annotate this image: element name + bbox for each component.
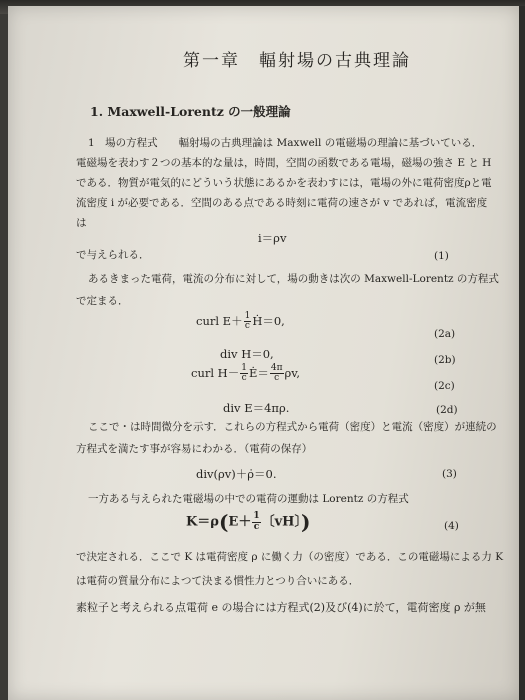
equation-number-2d: (2d) [436,404,458,416]
paragraph-line-5: は [76,217,87,229]
fraction-1-over-c [244,312,252,332]
paragraph-line-10: 方程式を満たす事が容易にわかる．（電荷の保存） [76,443,313,455]
fraction-numerator: 1 [241,363,247,373]
paragraph-line-2: 電磁場を表わす２つの基本的な量は，時間，空間の函数である電場，磁場の強さ E と H [76,157,492,169]
equation-2c-mid: Ė＝ [248,365,269,380]
equation-2a-rhs: Ḣ＝0, [252,313,285,328]
equation-2a [196,312,285,332]
page-edge-shadow [519,6,525,700]
equation-number-4: (4) [444,520,459,532]
equation-2c-rhs: ρv, [284,365,301,380]
equation-2c-lhs: curl H－ [191,365,240,380]
paragraph-line-13: は電荷の質量分布によつて決まる慣性力とつり合いにある． [76,575,360,587]
equation-2c [191,364,300,384]
paragraph-line-3: である．物質が電気的にどういう状態にあるかを表わすには，電場の外に電荷密度ρと電 [76,177,492,189]
left-paren-glyph: ( [218,510,229,534]
equation-4 [186,510,310,534]
right-paren-glyph: ) [300,510,311,534]
fraction-denominator: c [274,373,280,384]
paragraph-line-12: で決定される．ここで K は電荷密度 ρ に働く力（の密度）である．この電磁場による力 K [76,551,504,563]
chapter-title: 第一章 輻射場の古典理論 [183,51,411,71]
paragraph-line-1: 1 場の方程式 輻射場の古典理論は Maxwell の電磁場の理論に基づいている． [88,137,483,149]
paragraph-line-4: 流密度 i が必要である．空間のある点である時刻に電荷の速さが v であれば，電流密度 [76,197,488,209]
paragraph-line-7: あるきまった電荷，電流の分布に対して，場の動きは次の Maxwell-Lorentz の方程式 [88,273,499,285]
equation-number-2c: (2c) [434,380,455,392]
fraction-numerator: 4π [270,363,283,373]
equation-number-3: (3) [442,468,457,480]
paragraph-line-8: で定まる． [76,295,129,307]
section-heading: 1. Maxwell-Lorentz の一般理論 [90,104,291,119]
fraction-denominator: c [241,373,247,384]
fraction-numerator: 1 [244,311,251,321]
equation-number-2b: (2b) [434,354,456,366]
equation-2a-lhs: curl E＋ [196,313,243,328]
fraction-denominator: c [253,521,260,532]
fraction-1-over-c [240,364,248,384]
paragraph-line-14: 素粒子と考えられる点電荷 e の場合には方程式(2)及び(4)に於て，電荷密度 ρ が無 [76,601,486,614]
equation-2d: div E＝4πρ. [223,401,290,415]
equation-4-lhs: K＝ρ [186,514,219,530]
equation-3: div(ρv)＋ρ̇＝0. [196,467,277,481]
fraction-numerator: 1 [253,511,260,522]
equation-1: i＝ρv [258,231,287,245]
equation-number-1: (1) [434,250,449,262]
fraction-denominator: c [244,321,250,332]
paragraph-line-9: ここで・は時間微分を示す．これらの方程式から電荷（密度）と電流（密度）が連続の [88,421,497,433]
equation-4-rhs: 〔vH〕 [261,514,301,530]
equation-2b: div H＝0, [220,347,274,361]
equation-4-mid: E＋ [228,514,252,530]
paragraph-line-6: で与えられる． [76,249,150,261]
book-page [8,6,520,700]
paragraph-line-11: 一方ある与えられた電磁場の中での電荷の運動は Lorentz の方程式 [88,493,409,505]
fraction-4pi-over-c [270,364,284,384]
equation-number-2a: (2a) [434,328,456,340]
fraction-1-over-c [252,512,260,532]
